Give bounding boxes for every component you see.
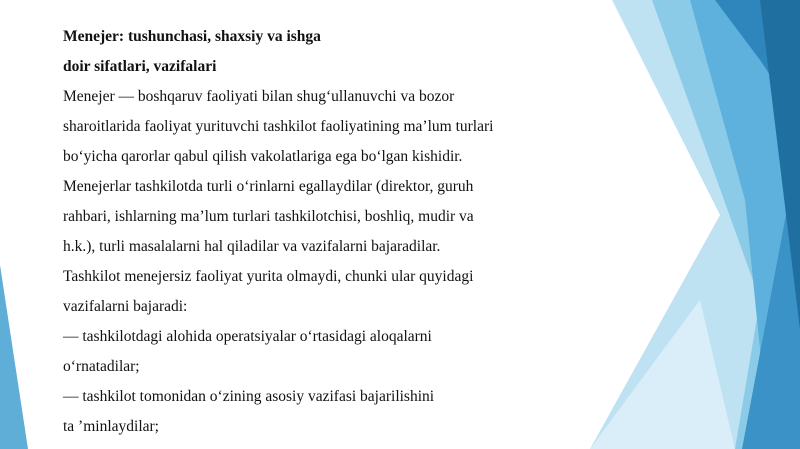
body-line: vazifalarni bajaradi: — [63, 298, 188, 315]
body-line: Menejerlar tashkilotda turli o‘rinlarni egallaydilar (direktor, guruh — [63, 178, 474, 195]
body-line: rahbari, ishlarning ma’lum turlari tashkilotchisi, boshliq, mudir va — [63, 208, 474, 225]
body-line: — tashkilot tomonidan o‘zining asosiy vazifasi bajarilishini — [63, 388, 435, 405]
body-line: Tashkilot menejersiz faoliyat yurita olmaydi, chunki ular quyidagi — [63, 268, 474, 285]
body-line: ta ’minlaydilar; — [63, 418, 159, 435]
body-line: — tashkilotdagi alohida operatsiyalar o‘rtasidagi aloqalarni — [63, 328, 432, 345]
body-line: Menejer — boshqaruv faoliyati bilan shug‘ullanuvchi va bozor — [63, 88, 455, 105]
text-content — [63, 22, 623, 442]
body-line: bo‘yicha qarorlar qabul qilish vakolatlariga ega bo‘lgan kishidir. — [63, 148, 463, 165]
body-line: o‘rnatadilar; — [63, 358, 140, 375]
body-line: sharoitlarida faoliyat yurituvchi tashkilot faoliyatining ma’lum turlari — [63, 118, 494, 135]
title-line-1: Menejer: tushunchasi, shaxsiy va ishga — [63, 28, 321, 45]
title-line-2: doir sifatlari, vazifalari — [63, 58, 217, 75]
left-corner-shape — [0, 265, 28, 449]
body-line: h.k.), turli masalalarni hal qiladilar va vazifalarni bajaradilar. — [63, 238, 441, 255]
